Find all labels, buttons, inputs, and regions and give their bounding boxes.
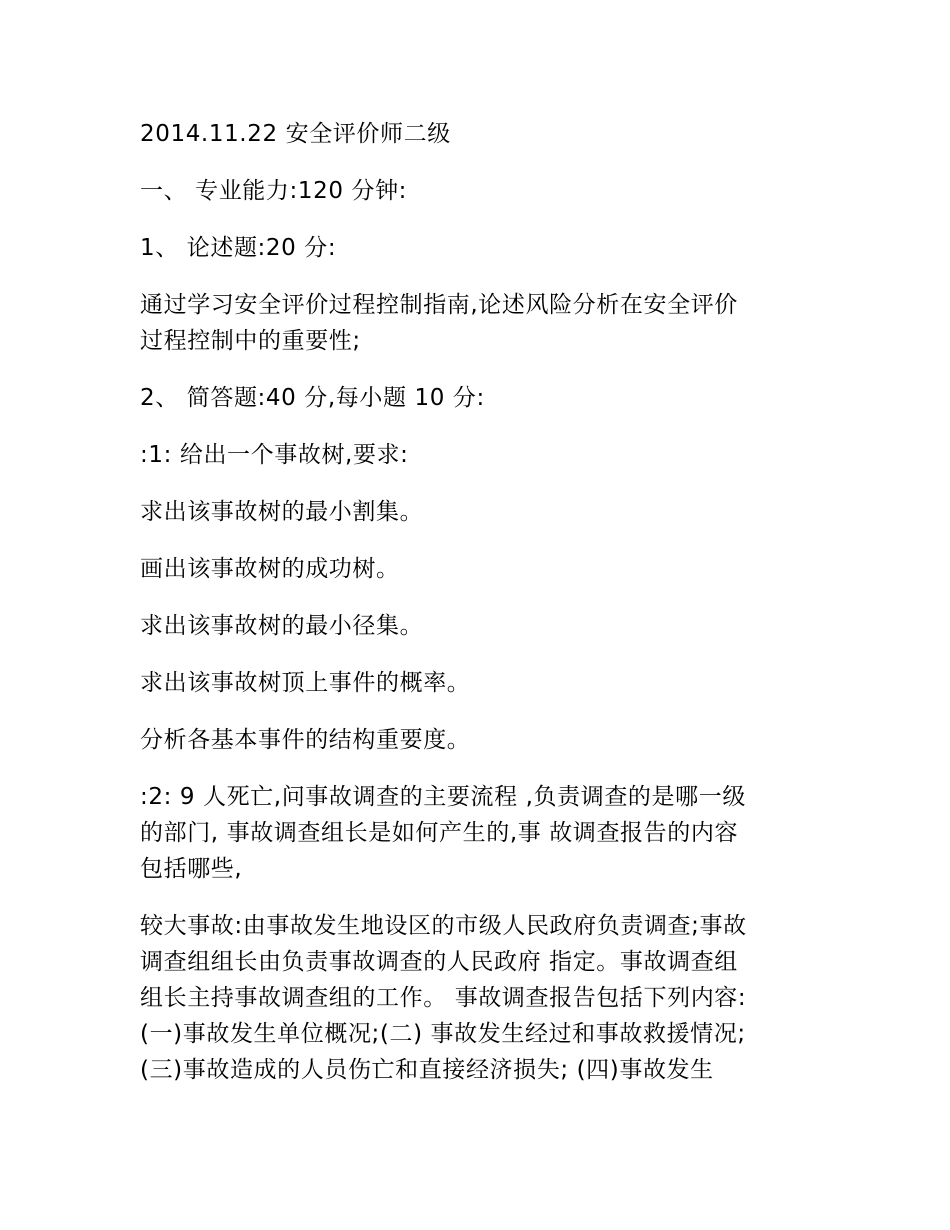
- subquestion-1-item: 求出该事故树顶上事件的概率。: [140, 670, 471, 696]
- text-line: (一)事故发生单位概况;(二) 事故发生经过和事故救援情况;: [140, 1021, 746, 1047]
- document-page: [140, 116, 840, 1109]
- text-line: (三)事故造成的人员伤亡和直接经济损失; (四)事故发生: [140, 1057, 714, 1083]
- question-1-heading: 1、 论述题:20 分:: [140, 235, 337, 261]
- text-line: 通过学习安全评价过程控制指南,论述风险分析在安全评价: [140, 292, 738, 318]
- subquestion-1-item: 求出该事故树的最小割集。: [140, 499, 424, 525]
- text-line: 包括哪些,: [140, 856, 243, 882]
- question-1-body: [140, 287, 840, 359]
- question-2-heading: 2、 简答题:40 分,每小题 10 分:: [140, 385, 485, 411]
- subquestion-1-heading: :1: 给出一个事故树,要求:: [140, 442, 409, 468]
- subquestion-2-answer: [140, 908, 840, 1088]
- subquestion-1-item: 求出该事故树的最小径集。: [140, 613, 424, 639]
- text-line: 组长主持事故调查组的工作。 事故调查报告包括下列内容:: [140, 985, 747, 1011]
- text-line: 过程控制中的重要性;: [140, 328, 361, 354]
- text-line: 调查组组长由负责事故调查的人民政府 指定。事故调查组: [140, 949, 738, 975]
- subquestion-1-item: 画出该事故树的成功树。: [140, 556, 400, 582]
- section-heading: 一、 专业能力:120 分钟:: [140, 178, 408, 204]
- text-line: 较大事故:由事故发生地设区的市级人民政府负责调查;事故: [140, 913, 747, 939]
- subquestion-1-item: 分析各基本事件的结构重要度。: [140, 727, 471, 753]
- text-line: 的部门, 事故调查组长是如何产生的,事 故调查报告的内容: [140, 820, 739, 846]
- document-title: 2014.11.22 安全评价师二级: [140, 121, 451, 147]
- subquestion-2-question: [140, 779, 840, 887]
- text-line: :2: 9 人死亡,问事故调查的主要流程 ,负责调查的是哪一级: [140, 784, 746, 810]
